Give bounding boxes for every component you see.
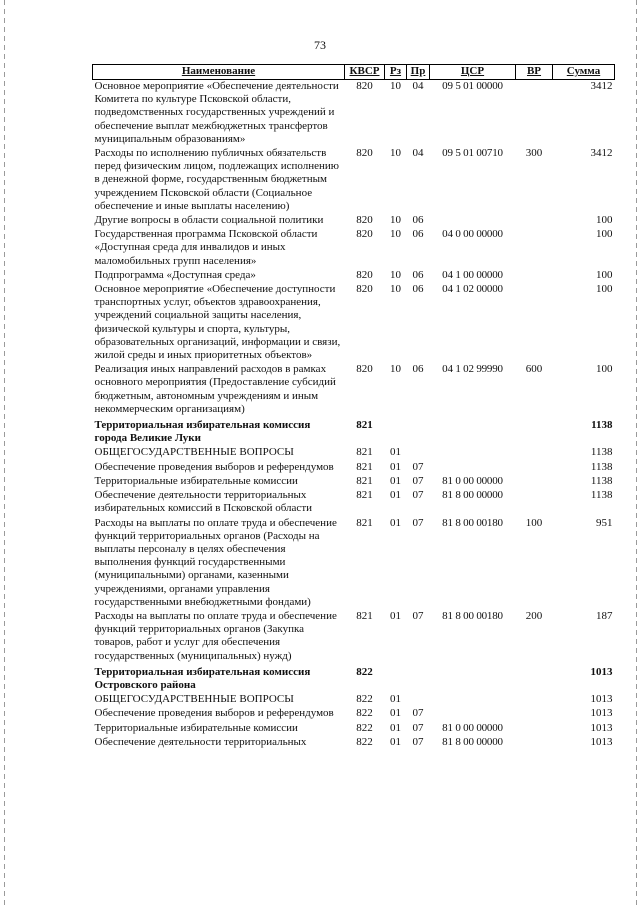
cell-vr: 300 — [525, 147, 543, 160]
cell-name: Расходы на выплаты по оплате труда и обеспечение функций территориальных органов (Закупка товаров, работ и услуг для обеспечения государственных (муниципальных) нужд) — [94, 609, 337, 662]
cell-rz: 10 — [390, 80, 401, 92]
cell-csr: 81 0 00 00000 — [442, 721, 503, 734]
cell-kvsr: 821 — [356, 609, 373, 622]
cell-csr: 09 5 01 00710 — [442, 147, 503, 160]
cell-rz: 01 — [390, 721, 401, 734]
cell-sum: 100 — [596, 363, 613, 376]
cell-kvsr: 820 — [356, 283, 373, 296]
cell-sum: 3412 — [590, 147, 613, 160]
cell-vr — [516, 736, 553, 750]
cell-rz: 01 — [390, 693, 401, 706]
cell-rz — [385, 664, 407, 693]
cell-kvsr: 820 — [356, 80, 373, 92]
cell-csr: 81 8 00 00000 — [442, 489, 503, 502]
cell-rz: 01 — [390, 707, 401, 720]
cell-vr — [516, 475, 553, 489]
column-header-name: Наименование — [93, 65, 345, 80]
cell-sum: 1138 — [590, 489, 613, 502]
cell-name: Обеспечение проведения выборов и референдумов — [94, 460, 334, 473]
cell-kvsr: 820 — [356, 363, 373, 376]
cell-csr: 09 5 01 00000 — [442, 80, 503, 92]
table-row — [93, 489, 615, 516]
cell-sum: 1013 — [590, 707, 613, 720]
cell-rz: 01 — [390, 474, 401, 487]
cell-kvsr: 820 — [356, 268, 373, 281]
cell-pr: 06 — [412, 228, 424, 241]
column-header-vr: ВР — [516, 65, 553, 80]
table-row — [93, 475, 615, 489]
cell-csr: 04 1 00 00000 — [442, 268, 503, 281]
cell-csr — [430, 461, 516, 475]
cell-vr — [516, 80, 553, 148]
cell-pr — [407, 417, 430, 446]
cell-rz: 10 — [390, 214, 401, 227]
page-number: 73 — [314, 38, 326, 52]
table-row — [93, 363, 615, 417]
cell-name: Основное мероприятие «Обеспечение деятельности Комитета по культуре Псковской области, подведомственных государственных учреждений и обеспечение выплат межбюджетных трансфертов муниципальным образованиям» — [94, 80, 339, 145]
cell-kvsr: 822 — [356, 707, 373, 720]
cell-kvsr: 822 — [356, 721, 373, 734]
table-row — [93, 80, 615, 148]
cell-pr: 07 — [412, 460, 424, 473]
cell-sum: 1138 — [591, 419, 613, 432]
cell-pr: 07 — [412, 721, 424, 734]
table-row — [93, 147, 615, 214]
cell-rz: 10 — [390, 228, 401, 241]
table-row — [93, 228, 615, 269]
cell-name: Реализация иных направлений расходов в рамках основного мероприятия (Предоставление субсидий бюджетным, автономным учреждениям и иным некоммерческим организациям) — [94, 363, 336, 415]
table-header-row — [93, 65, 615, 80]
cell-vr: 100 — [525, 516, 543, 529]
cell-csr: 81 8 00 00000 — [442, 735, 503, 748]
cell-sum: 1138 — [590, 446, 613, 459]
table-body — [93, 80, 615, 750]
cell-csr — [430, 664, 516, 693]
cell-rz — [385, 417, 407, 446]
cell-pr — [407, 446, 430, 460]
cell-pr: 07 — [412, 735, 424, 748]
cell-vr — [516, 228, 553, 269]
cell-kvsr: 821 — [356, 446, 373, 459]
cell-sum: 100 — [596, 268, 613, 281]
cell-kvsr: 820 — [356, 228, 373, 241]
table-row — [93, 610, 615, 664]
cell-vr — [516, 461, 553, 475]
cell-kvsr: 821 — [356, 516, 373, 529]
cell-sum: 1138 — [590, 460, 613, 473]
cell-rz: 10 — [390, 363, 401, 376]
column-header-csr: ЦСР — [430, 65, 516, 80]
table-row — [93, 417, 615, 446]
cell-sum: 951 — [596, 516, 613, 529]
cell-pr — [407, 664, 430, 693]
cell-vr — [516, 269, 553, 283]
budget-table — [92, 64, 615, 750]
cell-rz: 01 — [390, 609, 401, 622]
cell-csr: 04 1 02 00000 — [442, 283, 503, 296]
cell-rz: 01 — [390, 489, 401, 502]
scan-right-edge — [636, 0, 637, 905]
cell-csr — [430, 693, 516, 707]
table-row — [93, 736, 615, 750]
cell-vr — [516, 489, 553, 516]
cell-sum: 100 — [596, 228, 613, 241]
cell-kvsr: 821 — [356, 419, 373, 432]
cell-kvsr: 821 — [356, 489, 373, 502]
cell-pr: 07 — [412, 707, 424, 720]
cell-pr: 07 — [412, 609, 424, 622]
cell-vr — [516, 417, 553, 446]
cell-vr — [516, 664, 553, 693]
cell-name: Территориальная избирательная комиссия города Великие Луки — [94, 419, 311, 445]
table-row — [93, 664, 615, 693]
cell-pr: 06 — [412, 363, 424, 376]
cell-name: Территориальные избирательные комиссии — [94, 474, 298, 487]
cell-vr: 600 — [525, 363, 543, 376]
cell-name: Расходы на выплаты по оплате труда и обеспечение функций территориальных органов (Расходы на выплаты персоналу в целях обеспечения выполнения функций государственными (муниципальными) органами, казенными учреждениями, органами управления государственными внебюджетными фондами) — [94, 516, 337, 608]
table-row — [93, 269, 615, 283]
scan-left-edge — [4, 0, 5, 905]
cell-pr: 07 — [412, 516, 424, 529]
cell-sum: 1013 — [590, 665, 613, 678]
cell-pr: 04 — [412, 147, 424, 160]
cell-csr: 04 0 00 00000 — [442, 228, 503, 241]
cell-kvsr: 820 — [356, 214, 373, 227]
cell-name: Другие вопросы в области социальной политики — [94, 214, 324, 227]
cell-sum: 187 — [596, 609, 613, 622]
cell-pr: 04 — [412, 80, 424, 92]
cell-sum: 1013 — [590, 721, 613, 734]
cell-name: Государственная программа Псковской области «Доступная среда для инвалидов и иных маломобильных групп населения» — [94, 228, 318, 267]
cell-name: Обеспечение проведения выборов и референдумов — [94, 707, 334, 720]
cell-csr: 81 0 00 00000 — [442, 474, 503, 487]
cell-csr — [430, 214, 516, 228]
cell-pr: 07 — [412, 474, 424, 487]
cell-csr: 81 8 00 00180 — [442, 516, 503, 529]
cell-csr: 81 8 00 00180 — [442, 609, 503, 622]
cell-vr — [516, 722, 553, 736]
cell-name: Основное мероприятие «Обеспечение доступности транспортных услуг, объектов здравоохранения, учреждений социальной защиты населения, физической культуры и спорта, культуры, образовательных организаций, информации и связи, жилой среды и иных приоритетных объектов» — [94, 283, 341, 362]
cell-rz: 10 — [390, 268, 401, 281]
cell-vr — [516, 214, 553, 228]
cell-vr — [516, 446, 553, 460]
cell-kvsr: 821 — [356, 474, 373, 487]
cell-name: Территориальная избирательная комиссия Островского района — [94, 665, 311, 691]
cell-vr — [516, 693, 553, 707]
table-row — [93, 722, 615, 736]
cell-rz: 01 — [390, 516, 401, 529]
cell-rz: 01 — [390, 735, 401, 748]
cell-rz: 01 — [390, 446, 401, 459]
cell-kvsr: 822 — [356, 693, 373, 706]
cell-name: Обеспечение деятельности территориальных избирательных комиссий в Псковской области — [94, 489, 313, 515]
table-row — [93, 693, 615, 707]
cell-kvsr: 822 — [356, 665, 373, 678]
cell-name: Подпрограмма «Доступная среда» — [94, 268, 256, 281]
cell-name: Территориальные избирательные комиссии — [94, 721, 298, 734]
table-row — [93, 446, 615, 460]
cell-sum: 1138 — [590, 474, 613, 487]
cell-sum: 3412 — [590, 80, 613, 92]
cell-vr — [516, 707, 553, 721]
cell-sum: 100 — [596, 214, 613, 227]
cell-sum: 1013 — [590, 735, 613, 748]
cell-pr: 06 — [412, 268, 424, 281]
column-header-sum: Сумма — [553, 65, 615, 80]
table-row — [93, 283, 615, 363]
cell-csr — [430, 707, 516, 721]
cell-rz: 10 — [390, 283, 401, 296]
cell-csr — [430, 446, 516, 460]
cell-name: ОБЩЕГОСУДАРСТВЕННЫЕ ВОПРОСЫ — [94, 693, 294, 706]
cell-pr: 06 — [412, 214, 424, 227]
table-row — [93, 214, 615, 228]
table-row — [93, 707, 615, 721]
cell-kvsr: 821 — [356, 460, 373, 473]
cell-sum: 1013 — [590, 693, 613, 706]
cell-pr: 07 — [412, 489, 424, 502]
cell-kvsr: 820 — [356, 147, 373, 160]
cell-kvsr: 822 — [356, 735, 373, 748]
cell-csr — [430, 417, 516, 446]
column-header-pr: Пр — [407, 65, 430, 80]
cell-pr: 06 — [412, 283, 424, 296]
table-row — [93, 461, 615, 475]
cell-name: ОБЩЕГОСУДАРСТВЕННЫЕ ВОПРОСЫ — [94, 446, 294, 459]
column-header-rz: Рз — [385, 65, 407, 80]
cell-name: Расходы по исполнению публичных обязательств перед физическим лицом, подлежащих исполнению в денежной форме, государственным бюджетным учреждением Псковской области (Социальное обеспечение и иные выплаты населению) — [94, 147, 340, 212]
column-header-kvsr: КВСР — [345, 65, 385, 80]
table-row — [93, 517, 615, 610]
cell-vr — [516, 283, 553, 363]
cell-rz: 10 — [390, 147, 401, 160]
cell-pr — [407, 693, 430, 707]
cell-sum: 100 — [596, 283, 613, 296]
cell-vr: 200 — [525, 609, 543, 622]
cell-name: Обеспечение деятельности территориальных — [94, 735, 307, 748]
cell-rz: 01 — [390, 460, 401, 473]
cell-csr: 04 1 02 99990 — [442, 363, 503, 376]
